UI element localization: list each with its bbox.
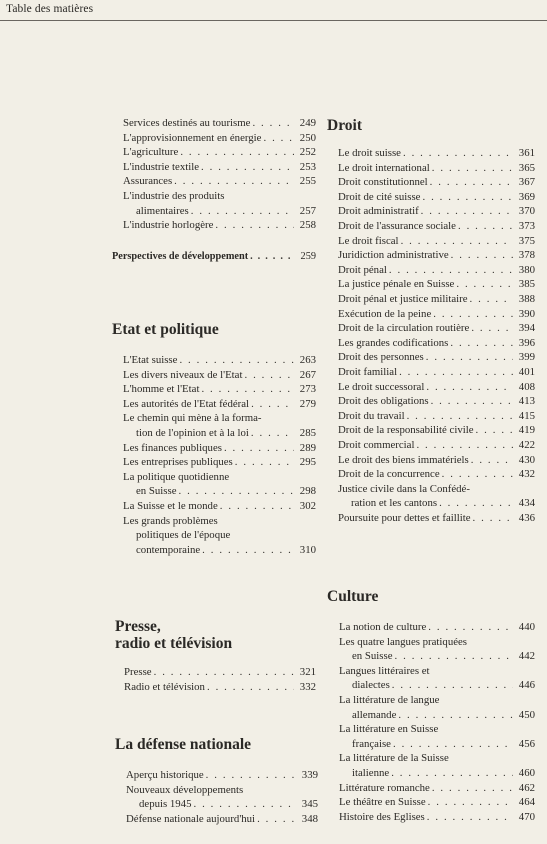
page-number: 399 <box>518 351 535 364</box>
toc-heading-entry <box>112 250 316 265</box>
page-number: 259 <box>300 251 316 262</box>
entry-title: Le chemin qui mène à la forma- <box>123 412 262 425</box>
page-number: 385 <box>518 278 535 291</box>
leader-dots <box>432 781 513 796</box>
leader-dots <box>451 248 513 263</box>
entry-title: Radio et télévision <box>124 680 205 693</box>
page-number: 436 <box>518 512 535 524</box>
entry-title: Aperçu historique <box>126 769 204 781</box>
leader-dots <box>442 467 513 482</box>
entry-title: Presse <box>124 666 152 678</box>
entry-title: ration et les cantons <box>351 497 438 510</box>
entry-title: Poursuite pour dettes et faillite <box>338 512 471 524</box>
toc-entry[interactable] <box>123 411 316 440</box>
toc-entry[interactable] <box>338 175 535 190</box>
page-number: 367 <box>518 176 535 189</box>
leader-dots <box>431 394 513 409</box>
page-number: 446 <box>518 679 535 692</box>
page-number: 434 <box>518 497 535 510</box>
page-number: 302 <box>299 500 316 512</box>
toc-entry[interactable] <box>338 511 535 526</box>
entry-title: Le théâtre en Suisse <box>339 796 426 809</box>
leader-dots <box>428 620 513 635</box>
page-number: 255 <box>299 175 316 188</box>
leader-dots <box>422 190 513 205</box>
entry-title: Les autorités de l'Etat fédéral <box>123 397 250 410</box>
entry-title: Le droit suisse <box>338 147 401 159</box>
entry-title: L'approvisionnement en énergie <box>123 131 262 144</box>
leader-dots <box>458 219 513 234</box>
page-number: 263 <box>299 354 316 366</box>
entry-title: Juridiction administrative <box>338 249 449 262</box>
entry-title: Le droit international <box>338 161 430 174</box>
leader-dots <box>403 146 513 161</box>
toc-entry[interactable] <box>123 397 316 412</box>
entry-title: L'homme et l'Etat <box>123 383 200 396</box>
toc-entry[interactable] <box>123 116 316 131</box>
leader-dots <box>427 810 513 825</box>
page-number: 470 <box>518 810 535 823</box>
entry-title: dialectes <box>352 679 390 692</box>
toc-entry[interactable] <box>123 174 316 189</box>
leader-dots <box>428 795 513 810</box>
leader-dots <box>439 496 513 511</box>
page-number: 408 <box>518 380 535 393</box>
entry-title: Droit des personnes <box>338 351 424 364</box>
leader-dots <box>389 263 513 278</box>
leader-dots <box>251 426 294 441</box>
toc-entry[interactable] <box>338 336 535 351</box>
entry-title: Le droit des biens immatériels <box>338 453 469 466</box>
entry-title: Droit de la responsabilité civile <box>338 424 474 437</box>
leader-dots <box>432 161 513 176</box>
page-number: 279 <box>299 397 316 410</box>
toc-entry[interactable] <box>123 160 316 175</box>
toc-entry[interactable] <box>338 482 535 511</box>
entry-title: La politique quotidienne <box>123 470 230 483</box>
page-number: 373 <box>518 220 535 232</box>
leader-dots <box>220 499 294 514</box>
header-rule <box>0 20 547 21</box>
page-number: 419 <box>518 424 535 437</box>
page-number: 378 <box>518 249 535 262</box>
leader-dots <box>257 812 296 827</box>
toc-entry[interactable] <box>338 350 535 365</box>
leader-dots <box>251 397 294 412</box>
entry-title: Droit pénal et justice militaire <box>338 293 468 305</box>
entry-title: L'industrie horlogère <box>123 219 214 232</box>
leader-dots <box>426 350 513 365</box>
page-number: 380 <box>518 263 535 276</box>
running-head: Table des matières <box>6 3 94 15</box>
leader-dots <box>407 409 513 424</box>
leader-dots <box>206 768 296 783</box>
toc-entry[interactable] <box>123 382 316 397</box>
entry-title: Les finances publiques <box>123 441 222 454</box>
entry-title: Littérature romanche <box>339 781 430 794</box>
leader-dots <box>244 368 294 383</box>
leader-dots <box>191 204 294 219</box>
entry-title: Droit de cité suisse <box>338 190 421 203</box>
toc-entry[interactable] <box>338 146 535 161</box>
entry-title: politiques de l'époque <box>136 529 231 542</box>
page-number: 462 <box>518 781 535 794</box>
page-number: 273 <box>299 383 316 396</box>
toc-entry[interactable] <box>123 131 316 146</box>
entry-title: Les divers niveaux de l'Etat <box>123 368 243 381</box>
toc-entry[interactable] <box>338 307 535 322</box>
entry-title: Droit pénal <box>338 263 387 276</box>
entry-title: Défense nationale aujourd'hui <box>126 812 256 825</box>
leader-dots <box>215 218 294 233</box>
toc-entry[interactable] <box>339 795 535 810</box>
entry-title: contemporaine <box>136 543 201 556</box>
toc-entry[interactable] <box>338 292 535 307</box>
page-number: 413 <box>518 395 535 408</box>
toc-entry[interactable] <box>338 438 535 453</box>
toc-entry[interactable] <box>338 190 535 205</box>
toc-entry[interactable] <box>123 145 316 160</box>
toc-entry[interactable] <box>123 514 316 558</box>
page-number: 321 <box>299 666 316 678</box>
toc-entry[interactable] <box>123 499 316 514</box>
leader-dots <box>250 250 294 265</box>
toc-entry[interactable] <box>339 693 535 722</box>
page-number: 430 <box>518 453 535 466</box>
entry-title: Droit du travail <box>338 409 405 422</box>
page-number: 422 <box>518 439 535 451</box>
toc-entry[interactable] <box>123 218 316 233</box>
entry-title: Assurances <box>123 175 173 188</box>
page-number: 339 <box>301 769 318 781</box>
leader-dots <box>450 336 513 351</box>
entry-title: L'agriculture <box>123 146 179 159</box>
entry-title: Droit administratif <box>338 205 419 218</box>
page-number: 442 <box>518 650 535 663</box>
toc-entry[interactable] <box>338 467 535 482</box>
page-number: 365 <box>518 161 535 174</box>
entry-title: Les quatre langues pratiquées <box>339 635 468 648</box>
leader-dots <box>421 204 513 219</box>
page-number: 267 <box>299 368 316 381</box>
toc-entry[interactable] <box>338 453 535 468</box>
toc-entry[interactable] <box>339 781 535 796</box>
leader-dots <box>263 131 294 146</box>
section-title: Droit <box>327 117 363 134</box>
leader-dots <box>430 175 513 190</box>
entry-title: Le droit fiscal <box>338 234 399 247</box>
entry-title: La notion de culture <box>339 621 427 633</box>
leader-dots <box>202 543 294 558</box>
toc-entry[interactable] <box>126 812 318 827</box>
page-number: 394 <box>518 322 535 335</box>
leader-dots <box>201 382 294 397</box>
page-number: 310 <box>299 543 316 556</box>
page-number: 396 <box>518 336 535 349</box>
entry-title: alimentaires <box>136 204 189 217</box>
toc-entry[interactable] <box>338 248 535 263</box>
leader-dots <box>473 511 513 526</box>
leader-dots <box>456 277 513 292</box>
entry-title: La justice pénale en Suisse <box>338 278 455 291</box>
toc-entry[interactable] <box>123 189 316 218</box>
toc-entry[interactable] <box>338 204 535 219</box>
page-number: 252 <box>299 146 316 159</box>
entry-title: italienne <box>352 766 390 779</box>
leader-dots <box>426 380 513 395</box>
entry-title: Droit de la concurrence <box>338 468 440 481</box>
entry-title: La Suisse et le monde <box>123 500 218 512</box>
entry-title: Droit de la circulation routière <box>338 322 470 335</box>
toc-entry[interactable] <box>339 664 535 693</box>
leader-dots <box>401 234 513 249</box>
leader-dots <box>235 455 294 470</box>
toc-entry[interactable] <box>338 365 535 380</box>
entry-title: Langues littéraires et <box>339 664 430 677</box>
leader-dots <box>179 484 295 499</box>
entry-title: L'industrie textile <box>123 160 200 173</box>
leader-dots <box>433 307 513 322</box>
leader-dots <box>470 292 513 307</box>
leader-dots <box>154 665 294 680</box>
entry-title: Droit familial <box>338 366 398 378</box>
page-number: 464 <box>518 796 535 809</box>
toc-entry[interactable] <box>338 263 535 278</box>
toc-entry[interactable] <box>126 768 318 783</box>
toc-entry[interactable] <box>339 620 535 635</box>
entry-title: depuis 1945 <box>139 798 192 811</box>
page-number: 345 <box>301 798 318 811</box>
entry-title: Droit commercial <box>338 439 415 451</box>
entry-title: Justice civile dans la Confédé- <box>338 482 470 495</box>
entry-title: en Suisse <box>352 650 393 663</box>
toc-entry[interactable] <box>126 783 318 812</box>
page-number: 432 <box>518 468 535 481</box>
page-number: 390 <box>518 307 535 320</box>
section-title: La défense nationale <box>115 736 252 753</box>
entry-title: en Suisse <box>136 485 177 498</box>
entry-title: Les grands problèmes <box>123 514 218 527</box>
page-number: 401 <box>518 366 535 378</box>
leader-dots <box>252 116 294 131</box>
page-number: 295 <box>299 456 316 469</box>
page-number: 348 <box>301 812 318 825</box>
toc-entry[interactable] <box>123 470 316 499</box>
leader-dots <box>471 321 513 336</box>
toc-entry[interactable] <box>338 161 535 176</box>
page-number: 257 <box>299 204 316 217</box>
leader-dots <box>207 680 294 695</box>
entry-title: L'Etat suisse <box>123 354 178 366</box>
page-number: 388 <box>518 293 535 305</box>
page-number: 369 <box>518 190 535 203</box>
section-title: Etat et politique <box>112 321 219 338</box>
entry-title: Le droit successoral <box>338 380 425 393</box>
toc-entry[interactable] <box>338 380 535 395</box>
section-title: Culture <box>327 588 379 605</box>
leader-dots <box>224 441 294 456</box>
leader-dots <box>391 766 513 781</box>
entry-title: Exécution de la peine <box>338 307 432 320</box>
toc-entry[interactable] <box>338 423 535 438</box>
toc-entry[interactable] <box>123 455 316 470</box>
leader-dots <box>179 353 294 368</box>
entry-title: Les grandes codifications <box>338 336 449 349</box>
page-number: 440 <box>518 621 535 633</box>
toc-entry[interactable] <box>124 680 316 695</box>
leader-dots <box>193 797 296 812</box>
toc-entry[interactable] <box>338 409 535 424</box>
leader-dots <box>180 145 294 160</box>
toc-entry[interactable] <box>339 751 535 780</box>
entry-title: La littérature de langue <box>339 694 440 706</box>
leader-dots <box>201 160 294 175</box>
page-number: 450 <box>518 708 535 721</box>
toc-entry[interactable] <box>339 810 535 825</box>
leader-dots <box>398 708 513 723</box>
leader-dots <box>399 365 513 380</box>
toc-entry[interactable] <box>339 635 535 664</box>
toc-entry[interactable] <box>338 394 535 409</box>
entry-title: Histoire des Eglises <box>339 810 425 823</box>
entry-title: L'industrie des produits <box>123 190 225 202</box>
page-number: 456 <box>518 737 535 750</box>
page-number: 415 <box>518 409 535 422</box>
toc-entry[interactable] <box>339 722 535 751</box>
entry-title: française <box>352 737 391 750</box>
entry-title: La littérature de la Suisse <box>339 752 449 765</box>
toc-entry[interactable] <box>123 441 316 456</box>
leader-dots <box>471 453 513 468</box>
toc-entry[interactable] <box>338 321 535 336</box>
leader-dots <box>174 174 294 189</box>
leader-dots <box>392 678 513 693</box>
page-number: 460 <box>518 766 535 779</box>
page-number: 253 <box>299 160 316 173</box>
toc-entry[interactable] <box>338 277 535 292</box>
toc-entry[interactable] <box>123 368 316 383</box>
page-number: 332 <box>299 680 316 693</box>
page-number: 289 <box>299 441 316 454</box>
entry-title: Droit de l'assurance sociale <box>338 220 456 232</box>
page-number: 250 <box>299 131 316 144</box>
entry-title: allemande <box>352 708 397 721</box>
section-title: Presse, radio et télévision <box>115 618 233 652</box>
entry-title: Nouveaux développements <box>126 783 244 796</box>
page-number: 258 <box>299 219 316 232</box>
entry-title: tion de l'opinion et à la loi <box>136 426 249 439</box>
leader-dots <box>416 438 513 453</box>
toc-entry[interactable] <box>124 665 316 680</box>
page-number: 298 <box>299 485 316 498</box>
toc-entry[interactable] <box>338 219 535 234</box>
toc-entry[interactable] <box>123 353 316 368</box>
leader-dots <box>395 649 514 664</box>
section-title: Perspectives de développement <box>112 251 249 262</box>
page-number: 375 <box>518 234 535 247</box>
entry-title: Les entreprises publiques <box>123 456 233 469</box>
leader-dots <box>476 423 513 438</box>
page-number: 361 <box>518 147 535 159</box>
page-number: 370 <box>518 205 535 218</box>
entry-title: Droit des obligations <box>338 395 429 408</box>
page-number: 285 <box>299 426 316 439</box>
entry-title: Services destinés au tourisme <box>123 117 251 129</box>
toc-entry[interactable] <box>338 234 535 249</box>
page-number: 249 <box>299 117 316 129</box>
entry-title: Droit constitutionnel <box>338 176 428 189</box>
entry-title: La littérature en Suisse <box>339 723 439 736</box>
leader-dots <box>393 737 513 752</box>
